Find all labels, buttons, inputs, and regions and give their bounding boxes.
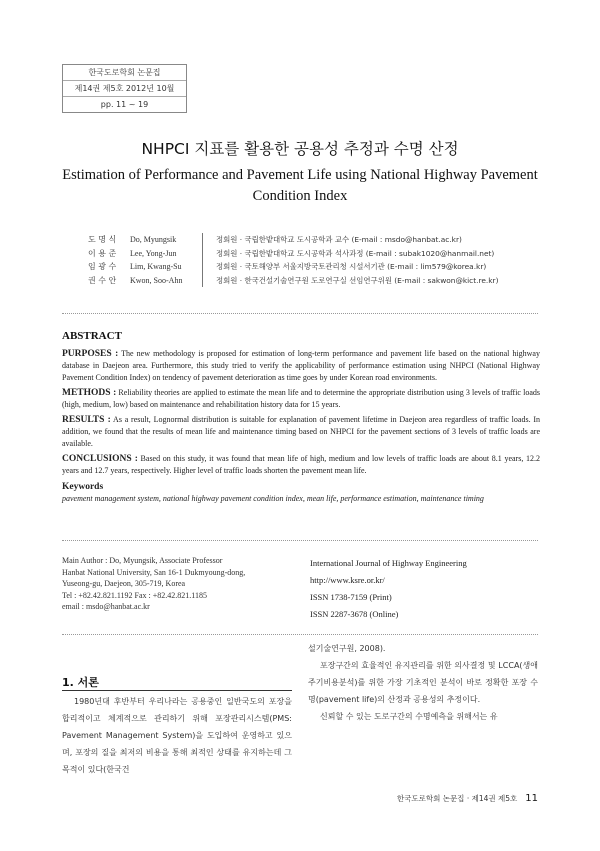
- author-row: [88, 274, 498, 288]
- footer-journal: 한국도로학회 논문집 · 제14권 제5호: [396, 794, 518, 803]
- author-divider: [202, 274, 213, 288]
- author-name-en: Do, Myungsik: [130, 235, 177, 244]
- journal-title-en: International Journal of Highway Engineering: [310, 558, 467, 568]
- email-line: email : msdo@hanbat.ac.kr: [62, 602, 150, 611]
- author-name-ko: 이 용 준: [88, 248, 117, 258]
- author-row: [88, 260, 498, 274]
- author-name-ko: 권 수 안: [88, 275, 117, 285]
- results-label: RESULTS :: [62, 415, 111, 425]
- body-paragraph: 1980년대 후반부터 우리나라는 공용중인 일반국도의 포장을 합리적이고 체계적으로 관리하기 위해 포장관리시스템(PMS: Pavement Management System)을 도입하여 운영하고 있으며, 포장의 질을 최저의 비용을 통해 최적인 상태를 유지하는데 그 목적이 있다(한국건: [62, 697, 292, 774]
- abstract-heading: ABSTRACT: [62, 330, 122, 342]
- section-rule: [62, 690, 292, 691]
- body-paragraph: 신뢰할 수 있는 도로구간의 수명예측을 위해서는 유: [320, 712, 498, 721]
- author-row: [88, 233, 498, 247]
- title-english: Estimation of Performance and Pavement Life using National Highway Pavement Condition Index: [62, 167, 538, 204]
- section-title: 1. 서론: [62, 676, 99, 689]
- author-name-en: Lee, Yong-Jun: [130, 248, 177, 258]
- abstract-results: [62, 414, 540, 450]
- abstract-section: [62, 330, 540, 505]
- purposes-label: PURPOSES :: [62, 349, 119, 359]
- phone-fax-line: Tel : +82.42.821.1192 Fax : +82.42.821.1185: [62, 590, 207, 600]
- journal-pages: pp. 11 ~ 19: [63, 96, 186, 112]
- keywords-text: pavement management system, national highway pavement condition index, mean life, performance estimation, maintenance timing: [62, 494, 484, 503]
- journal-name: 한국도로학회 논문집: [88, 68, 161, 77]
- conclusions-label: CONCLUSIONS :: [62, 454, 138, 464]
- author-divider: [202, 260, 213, 274]
- journal-volume: 제14권 제5호 2012년 10월: [63, 80, 186, 96]
- page-footer: [397, 793, 538, 804]
- journal-url: http://www.ksre.or.kr/: [310, 575, 385, 585]
- abstract-purposes: [62, 348, 540, 384]
- conclusions-text: Based on this study, it was found that mean life of high, medium and low levels of traffic loads are about 8.1 years, 12.2 years and 12.7 years, respectively. Higher level of traffic loads shorten the pavement mean life.: [62, 454, 540, 475]
- body-column-right: [308, 640, 538, 725]
- methods-text: Reliability theories are applied to estimate the mean life and to determine the appropriate distribution using 3 levels of traffic loads (high, medium, low) based on maintenance and rehabilitation history data for 15 years.: [62, 388, 540, 409]
- author-name-ko: 도 명 식: [88, 235, 117, 244]
- author-name-ko: 임 광 수: [88, 262, 117, 271]
- author-name-en: Kwon, Soo-Ahn: [130, 275, 183, 285]
- abstract-conclusions: [62, 453, 540, 477]
- results-text: As a result, Lognormal distribution is suitable for explanation of pavement lifetime in Daejeon area regardless of traffic loads. In addition, we found that the results of mean life and maintenance timing based on NHPCI for the pavement sections of 3 levels of traffic loads are available.: [62, 415, 540, 448]
- journal-info-box: [62, 64, 187, 113]
- corresponding-author-info: [62, 555, 302, 613]
- author-affiliation: 정회원 · 국립한밭대학교 도시공학과 교수 (E-mail : msdo@hanbat.ac.kr): [216, 235, 462, 244]
- methods-label: METHODS :: [62, 388, 117, 398]
- keywords-heading: Keywords: [62, 482, 104, 492]
- author-affiliation: 정회원 · 한국건설기술연구원 도로연구실 선임연구위원 (E-mail : sakwon@kict.re.kr): [216, 275, 499, 285]
- author-list: [88, 233, 498, 287]
- address-line: Hanbat National University, San 16-1 Dukmyoung-dong,: [62, 567, 246, 577]
- body-paragraph: 설기술연구원, 2008).: [308, 644, 386, 653]
- issn-online: ISSN 2287-3678 (Online): [310, 609, 399, 619]
- issn-print: ISSN 1738-7159 (Print): [310, 592, 392, 602]
- author-divider: [202, 247, 213, 261]
- divider-dotted: [62, 313, 538, 314]
- address-line: Yuseong-gu, Daejeon, 305-719, Korea: [62, 579, 186, 588]
- purposes-text: The new methodology is proposed for estimation of long-term performance and pavement life based on the national highway database in Daejeon area. Furthermore, this study tried to verify the applicability of performance estimation using NHPCI (National Highway Pavement Condition Index) on tendency of pavement deterioration as time goes by under Korean road environments.: [62, 349, 540, 382]
- main-author-line: Main Author : Do, Myungsik, Associate Professor: [62, 556, 223, 565]
- body-paragraph: 포장구간의 효율적인 유지관리를 위한 의사결정 및 LCCA(생애주기비용분석)를 위한 가장 기초적인 분석이 바로 정확한 포장 수명(pavement life)의 산정과 공용성의 추정이다.: [308, 661, 538, 704]
- page-number: 11: [525, 793, 538, 804]
- author-affiliation: 정회원 · 국토해양부 서울지방국토관리청 시설서기관 (E-mail : lim579@korea.kr): [216, 262, 487, 271]
- journal-publication-info: [310, 555, 540, 623]
- author-name-en: Lim, Kwang-Su: [130, 262, 182, 271]
- divider-dotted: [62, 634, 538, 635]
- author-row: [88, 247, 498, 261]
- abstract-methods: [62, 387, 540, 411]
- author-affiliation: 정회원 · 국립한밭대학교 도시공학과 석사과정 (E-mail : subak1020@hanmail.net): [216, 248, 495, 258]
- divider-dotted: [62, 540, 538, 541]
- body-column-left: [62, 693, 292, 778]
- title-korean: NHPCI 지표를 활용한 공용성 추정과 수명 산정: [141, 140, 459, 158]
- author-divider: [202, 233, 213, 247]
